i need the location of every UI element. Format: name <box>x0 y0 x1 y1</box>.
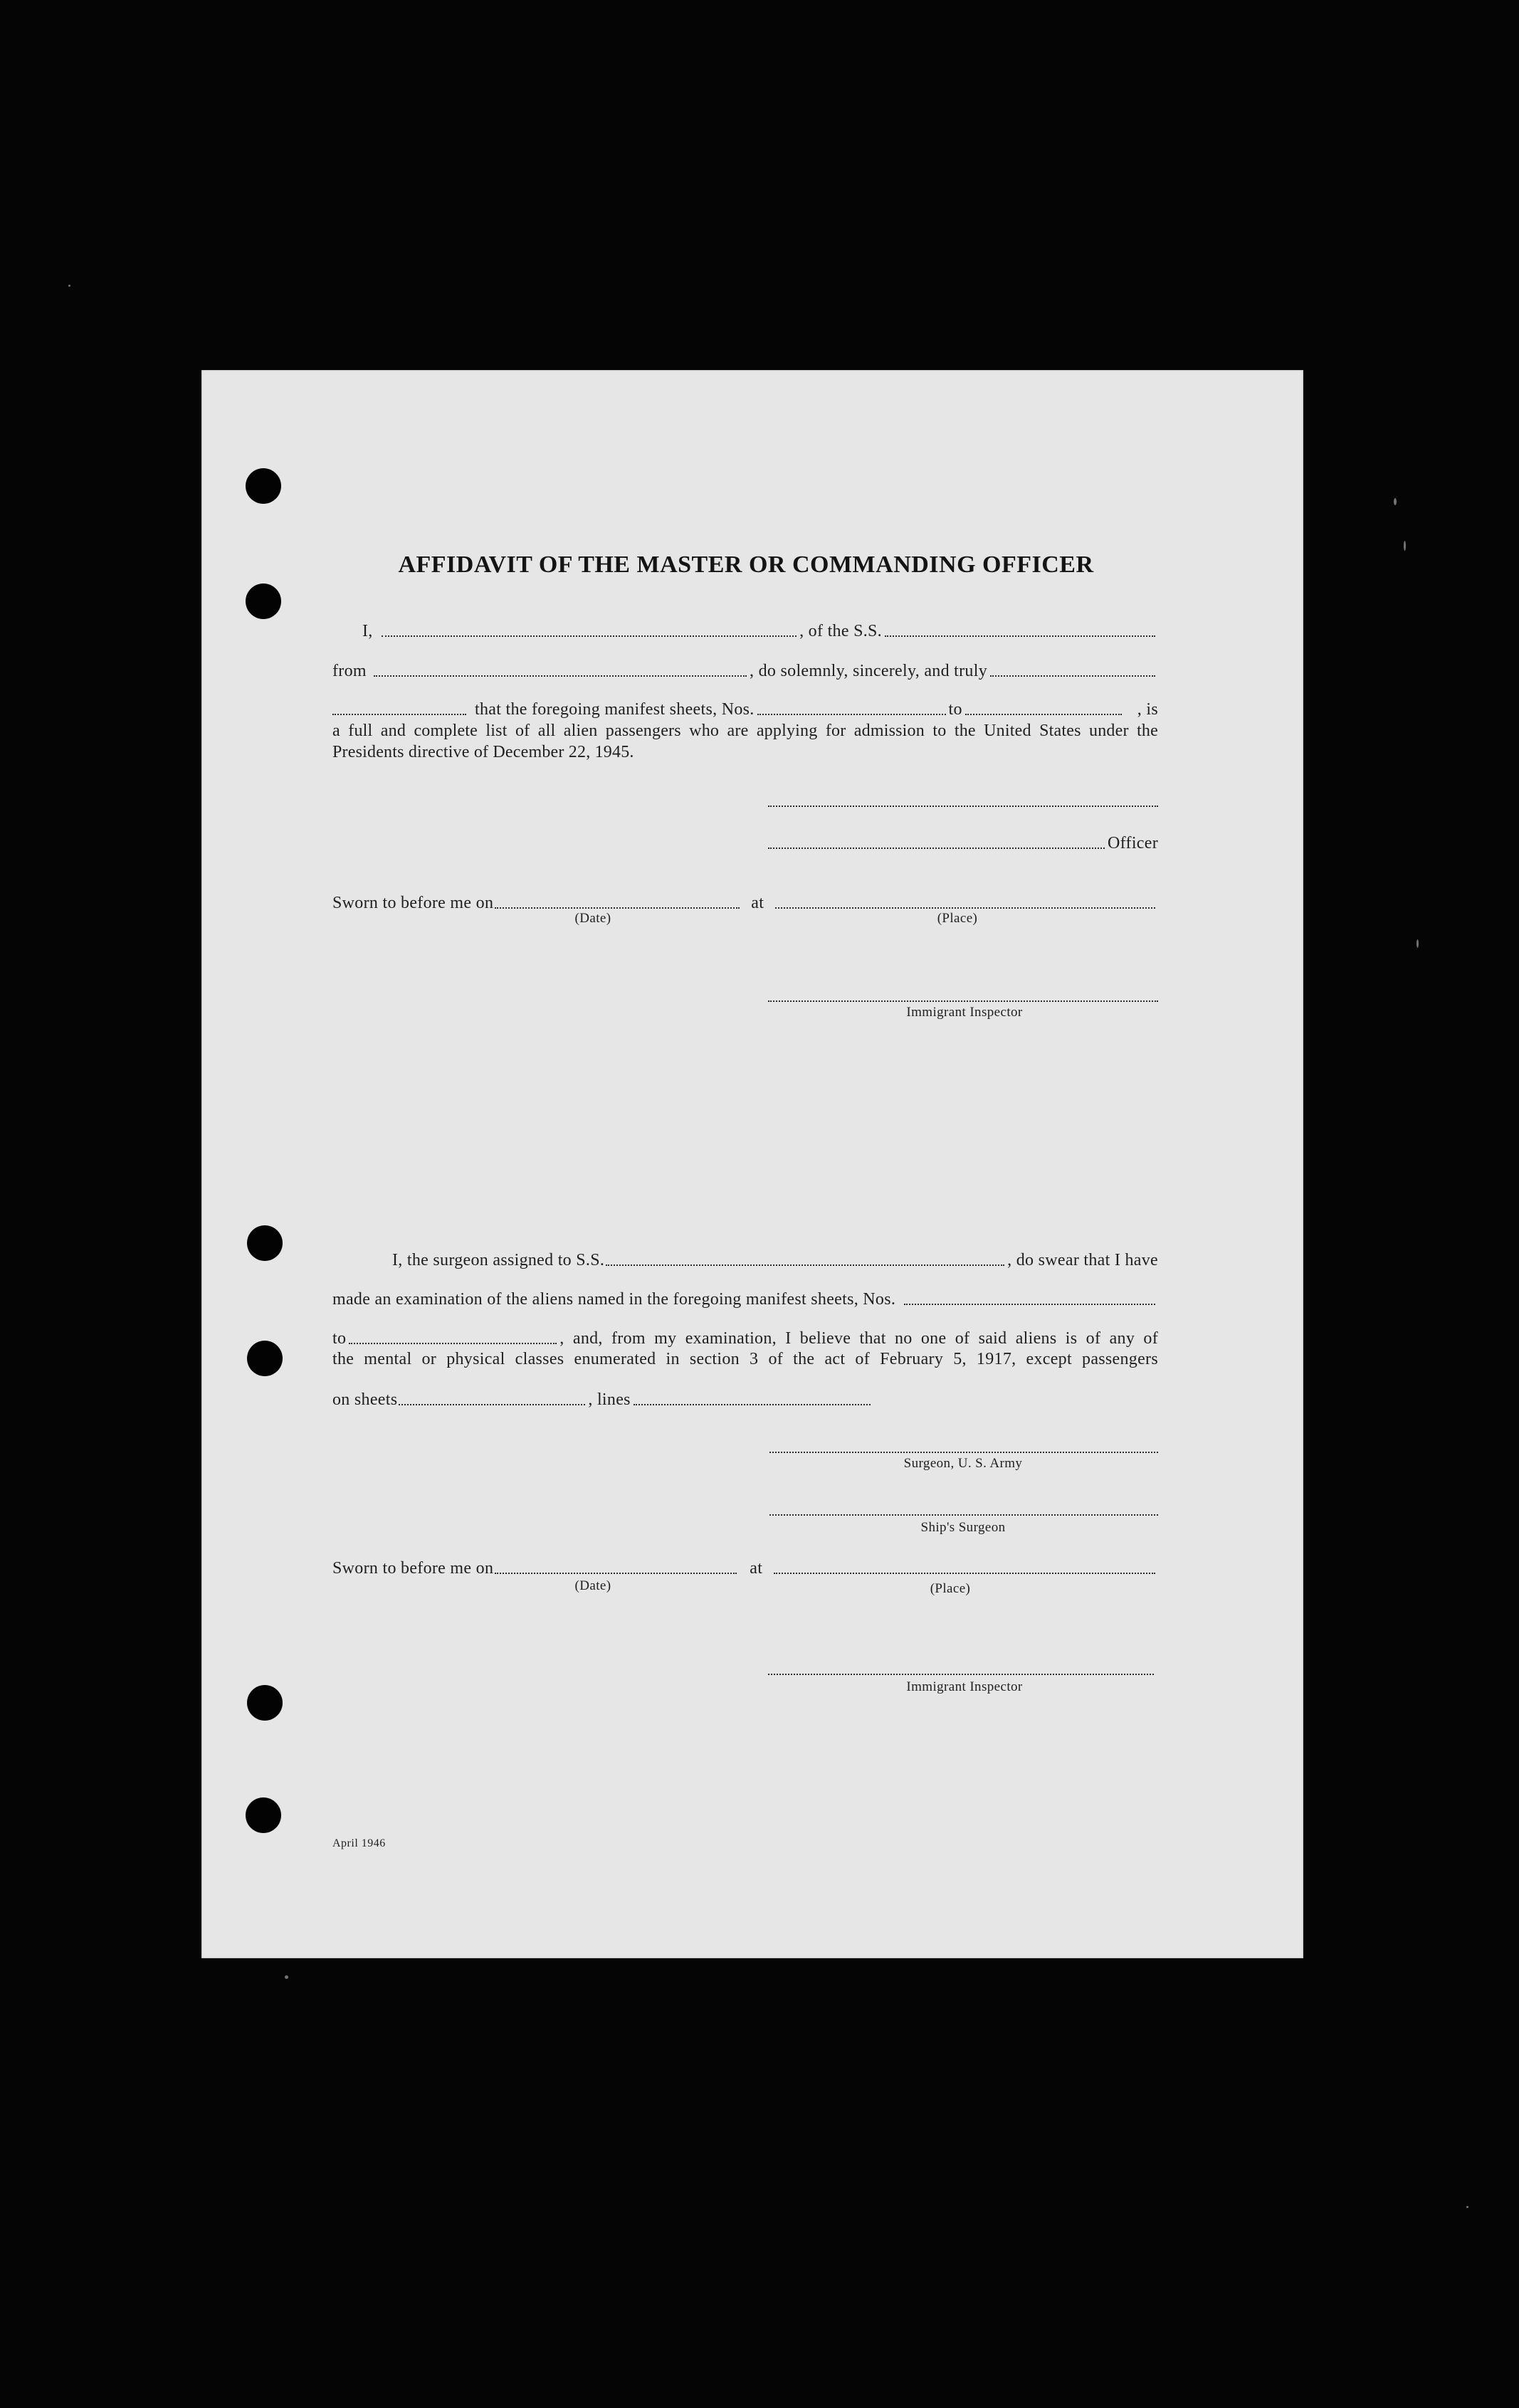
surgeon-sworn-place-field[interactable] <box>774 1573 1155 1574</box>
master-name-field[interactable] <box>382 635 797 637</box>
officer-signature-line-1[interactable] <box>768 806 1158 807</box>
label-surgeon-at: at <box>750 1559 763 1578</box>
surgeon-line-5 <box>332 1384 873 1410</box>
affidavit-form-sheet <box>201 370 1303 1958</box>
scan-speck <box>1466 2206 1468 2208</box>
master-line-3 <box>332 694 1158 719</box>
officer-signature-row <box>768 828 1158 853</box>
punch-hole <box>246 583 281 619</box>
surgeon-manifest-from-field[interactable] <box>904 1304 1155 1305</box>
caption-surgeon-place: (Place) <box>930 1581 971 1596</box>
surgeon-inspector-signature-line[interactable] <box>768 1674 1154 1675</box>
label-lines: , lines <box>588 1390 631 1409</box>
surgeon-line-2 <box>332 1284 1158 1309</box>
punch-hole <box>247 1685 283 1721</box>
punch-hole <box>247 1225 283 1261</box>
officer-signature-line-2[interactable] <box>768 847 1105 849</box>
label-manifest-sheets: that the foregoing manifest sheets, Nos. <box>475 700 755 719</box>
label-made-examination: made an examination of the aliens named in the foregoing manifest sheets, Nos. <box>332 1290 896 1309</box>
except-sheets-field[interactable] <box>399 1404 585 1405</box>
label-from: from <box>332 662 367 680</box>
label-officer: Officer <box>1108 834 1158 852</box>
oath-verb-field[interactable] <box>332 714 466 715</box>
surgeon-line-1 <box>332 1245 1158 1270</box>
scan-speck <box>1416 939 1419 948</box>
label-do-solemnly: , do solemnly, sincerely, and truly <box>750 662 987 680</box>
oath-type-field[interactable] <box>990 675 1155 677</box>
form-date-footer: April 1946 <box>332 1837 386 1849</box>
surgeon-sworn-date-field[interactable] <box>495 1573 737 1574</box>
scan-speck <box>1404 541 1406 551</box>
master-sworn-date-field[interactable] <box>495 907 740 909</box>
scan-speck <box>1394 498 1397 505</box>
master-line-1 <box>332 616 1158 641</box>
master-statement-paragraph: a full and complete list of all alien passengers who are applying for admission to the United States under the Presidents directive of December 22, 1945. <box>332 722 1158 761</box>
master-sworn-place-field[interactable] <box>775 907 1155 909</box>
label-sworn-before-me: Sworn to before me on <box>332 894 494 912</box>
label-from-my-examination: , and, from my examination, I believe that no one of said aliens is of any of <box>559 1329 1158 1348</box>
master-sworn-row <box>332 887 1158 913</box>
label-ships-surgeon: Ship's Surgeon <box>920 1520 1006 1535</box>
manifest-from-field[interactable] <box>757 714 946 715</box>
scan-speck <box>68 285 70 287</box>
caption-date: (Date) <box>574 911 611 926</box>
label-immigrant-inspector: Immigrant Inspector <box>906 1005 1023 1020</box>
label-surgeon-immigrant-inspector: Immigrant Inspector <box>906 1679 1023 1694</box>
scan-speck <box>285 1975 288 1979</box>
punch-hole <box>247 1341 283 1376</box>
departure-port-field[interactable] <box>374 675 747 677</box>
ship-name-field[interactable] <box>885 635 1155 637</box>
label-do-swear: , do swear that I have <box>1007 1251 1158 1269</box>
punch-hole <box>246 468 281 504</box>
form-title: AFFIDAVIT OF THE MASTER OR COMMANDING OFFICER <box>398 551 1094 578</box>
label-at: at <box>751 894 764 912</box>
label-surgeon-assigned: I, the surgeon assigned to S.S. <box>392 1251 605 1269</box>
punch-hole <box>246 1797 281 1833</box>
ships-surgeon-signature-line[interactable] <box>769 1514 1158 1516</box>
surgeon-ship-field[interactable] <box>606 1264 1004 1266</box>
surgeon-line-4 <box>332 1343 1158 1369</box>
caption-place: (Place) <box>937 911 978 926</box>
army-surgeon-signature-line[interactable] <box>769 1452 1158 1453</box>
label-to: to <box>948 700 962 719</box>
master-line-2 <box>332 655 1158 681</box>
label-i: I, <box>362 622 373 640</box>
label-mental-physical-classes: the mental or physical classes enumerated in section 3 of the act of February 5, 1917, except passengers <box>332 1350 1158 1368</box>
manifest-to-field[interactable] <box>965 714 1122 715</box>
label-is: , is <box>1137 700 1158 719</box>
master-inspector-signature-line[interactable] <box>768 1000 1158 1002</box>
label-of-the-ss: , of the S.S. <box>799 622 882 640</box>
label-surgeon-to: to <box>332 1329 347 1348</box>
label-surgeon-sworn-before-me: Sworn to before me on <box>332 1559 494 1578</box>
except-lines-field[interactable] <box>634 1404 871 1405</box>
label-on-sheets: on sheets <box>332 1390 398 1409</box>
surgeon-sworn-row <box>332 1553 1158 1578</box>
label-surgeon-us-army: Surgeon, U. S. Army <box>903 1456 1023 1471</box>
caption-surgeon-date: (Date) <box>574 1578 611 1593</box>
